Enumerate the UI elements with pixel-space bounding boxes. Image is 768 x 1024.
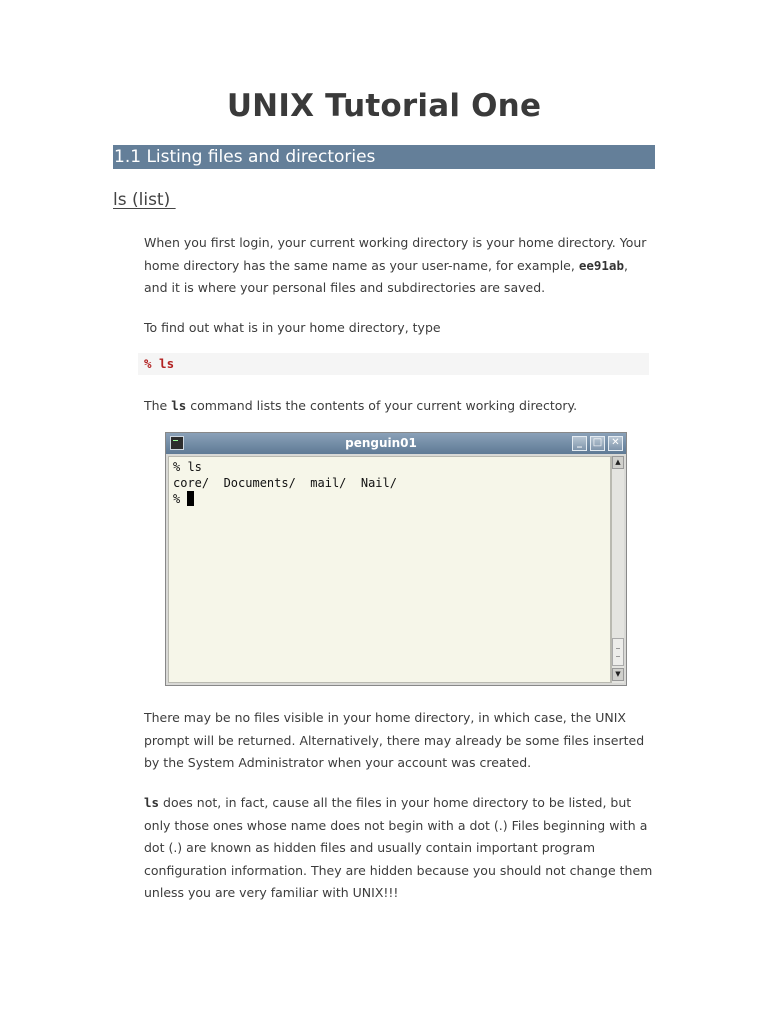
intro-text-after: , and it is where your personal files and subdirectories are saved.: [144, 257, 628, 295]
terminal-titlebar: [166, 433, 626, 454]
terminal-window-screenshot: [165, 432, 627, 686]
terminal-cursor: [187, 491, 194, 506]
page-title: UNIX Tutorial One: [226, 88, 542, 124]
section-heading: 1.1 Listing files and directories: [113, 145, 655, 169]
ls-desc-after: command lists the contents of your current working directory.: [186, 398, 578, 413]
ls-command-inline: ls: [171, 398, 187, 413]
scroll-up-icon: ▲: [612, 456, 624, 469]
terminal-scrollbar: [611, 456, 624, 683]
example-username: ee91ab: [578, 257, 624, 273]
terminal-window-title: penguin01: [345, 436, 417, 450]
subheading-ls-list: ls (list): [113, 190, 176, 210]
intro-text-before: When you first login, your current working directory is your home directory. Your home directory has the same name as your user-name, for example,: [144, 235, 647, 273]
hidden-files-text: does not, in fact, cause all the files in your home directory to be listed, but only those ones whose name does not begin with a dot (.) Files beginning with a dot (.) are known as hidden files and usually contain important program configuration information. They are hidden because you should not change them unless you are very familiar with UNIX!!!: [144, 795, 653, 900]
command-example: % ls: [144, 356, 175, 371]
find-out-paragraph: To find out what is in your home directory, type: [144, 320, 441, 335]
close-icon: ✕: [608, 436, 623, 451]
terminal-output: [168, 456, 611, 683]
terminal-prompt-line: [173, 491, 194, 507]
ls-command-inline: ls: [144, 795, 160, 810]
command-example-box: [138, 353, 649, 375]
intro-paragraph: [144, 232, 654, 300]
minimize-icon: _: [572, 436, 587, 451]
ls-description-paragraph: [144, 395, 654, 418]
terminal-prompt: %: [173, 492, 188, 506]
scroll-down-icon: ▼: [612, 668, 624, 681]
hidden-files-paragraph: [144, 792, 654, 905]
terminal-line: % ls: [173, 460, 202, 474]
maximize-icon: □: [590, 436, 605, 451]
scroll-thumb: [612, 638, 624, 666]
no-files-paragraph: There may be no files visible in your home directory, in which case, the UNIX prompt will be returned. Alternatively, there may already be some files inserted by the System Administrator when your account was created.: [144, 710, 645, 770]
terminal-line: core/ Documents/ mail/ Nail/: [173, 476, 397, 490]
ls-desc-before: The: [144, 398, 172, 413]
